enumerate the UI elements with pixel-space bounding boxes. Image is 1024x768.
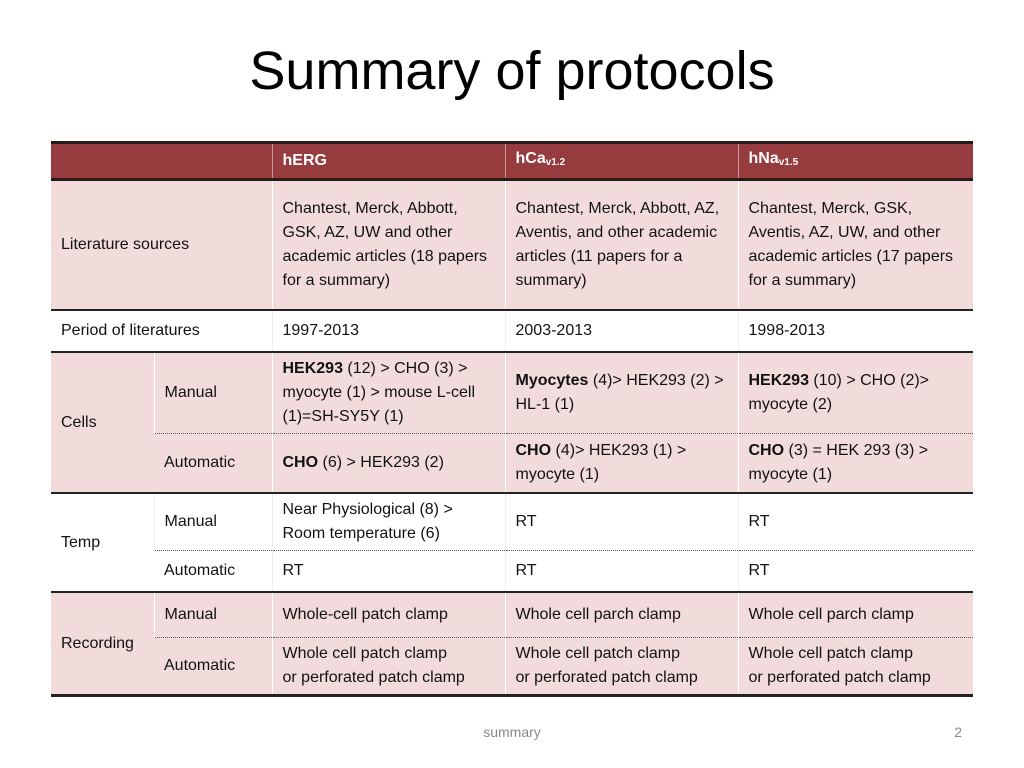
recording-automatic-hca-line2: or perforated patch clamp xyxy=(515,669,698,686)
cells-automatic-label: Automatic xyxy=(154,434,272,494)
recording-manual-hna: Whole cell parch clamp xyxy=(738,592,973,638)
recording-manual-label: Manual xyxy=(154,592,272,638)
table-row-recording-automatic xyxy=(51,638,973,696)
table-row-recording-manual xyxy=(51,592,973,638)
recording-automatic-herg-line1: Whole cell patch clamp xyxy=(282,645,448,662)
temp-automatic-herg: RT xyxy=(272,551,505,593)
header-hca xyxy=(505,143,738,180)
recording-automatic-label: Automatic xyxy=(154,638,272,696)
cells-manual-hna-bold: HEK293 xyxy=(748,372,809,389)
cells-automatic-hna xyxy=(738,434,973,494)
header-empty-cell xyxy=(51,143,272,180)
table-row-cells-automatic xyxy=(51,434,973,494)
slide-footer: summary xyxy=(483,724,541,740)
temp-manual-hca: RT xyxy=(505,493,738,551)
period-label: Period of literatures xyxy=(51,310,272,352)
cells-automatic-herg-bold: CHO xyxy=(282,454,319,471)
cells-manual-hna-rest: (10) > CHO (2)> myocyte (2) xyxy=(748,372,930,413)
cells-automatic-herg xyxy=(272,434,505,494)
cells-label: Cells xyxy=(51,352,154,493)
literature-herg: Chantest, Merck, Abbott, GSK, AZ, UW and other academic articles (18 papers for a summary) xyxy=(272,180,505,311)
cells-automatic-hna-bold: CHO xyxy=(748,442,785,459)
recording-automatic-hca xyxy=(505,638,738,696)
cells-manual-hca-rest: (4)> HEK293 (2) > HL-1 (1) xyxy=(515,372,724,413)
page-number: 2 xyxy=(954,724,962,740)
slide-title: Summary of protocols xyxy=(249,41,775,101)
cells-manual-herg-bold: HEK293 xyxy=(282,360,343,377)
table-row-temp-manual xyxy=(51,493,973,551)
cells-manual-hca-bold: Myocytes xyxy=(515,372,589,389)
recording-label: Recording xyxy=(51,592,154,696)
header-hna xyxy=(738,143,973,180)
period-herg: 1997-2013 xyxy=(272,310,505,352)
table-row-temp-automatic xyxy=(51,551,973,593)
cells-manual-herg xyxy=(272,352,505,434)
period-hna: 1998-2013 xyxy=(738,310,973,352)
header-hca-sub: v1.2 xyxy=(545,157,566,168)
recording-automatic-herg-line2: or perforated patch clamp xyxy=(282,669,465,686)
literature-hna: Chantest, Merck, GSK, Aventis, AZ, UW, and other academic articles (17 papers for a summary) xyxy=(738,180,973,311)
temp-automatic-hca: RT xyxy=(505,551,738,593)
header-hna-base: hNa xyxy=(748,150,779,167)
cells-manual-hna xyxy=(738,352,973,434)
recording-automatic-hna xyxy=(738,638,973,696)
protocols-table xyxy=(51,141,973,697)
period-hca: 2003-2013 xyxy=(505,310,738,352)
recording-automatic-hna-line2: or perforated patch clamp xyxy=(748,669,931,686)
table-row-cells-manual xyxy=(51,352,973,434)
recording-manual-hca: Whole cell parch clamp xyxy=(505,592,738,638)
header-hna-sub: v1.5 xyxy=(778,157,799,168)
table-row-period xyxy=(51,310,973,352)
cells-automatic-herg-rest: (6) > HEK293 (2) xyxy=(318,454,444,471)
recording-manual-herg: Whole-cell patch clamp xyxy=(272,592,505,638)
recording-automatic-herg xyxy=(272,638,505,696)
cells-automatic-hca-bold: CHO xyxy=(515,442,552,459)
temp-automatic-label: Automatic xyxy=(154,551,272,593)
temp-manual-hna: RT xyxy=(738,493,973,551)
header-hca-base: hCa xyxy=(515,150,546,167)
cells-manual-label: Manual xyxy=(154,352,272,434)
table-row-literature xyxy=(51,180,973,311)
temp-manual-label: Manual xyxy=(154,493,272,551)
temp-manual-herg: Near Physiological (8) > Room temperature (6) xyxy=(272,493,505,551)
cells-manual-herg-rest: (12) > CHO (3) > myocyte (1) > mouse L-cell (1)=SH-SY5Y (1) xyxy=(282,360,476,425)
temp-label: Temp xyxy=(51,493,154,592)
cells-manual-hca xyxy=(505,352,738,434)
recording-automatic-hca-line1: Whole cell patch clamp xyxy=(515,645,681,662)
cells-automatic-hca-rest: (4)> HEK293 (1) > myocyte (1) xyxy=(515,442,687,483)
literature-hca: Chantest, Merck, Abbott, AZ, Aventis, and other academic articles (11 papers for a summary) xyxy=(505,180,738,311)
cells-automatic-hca xyxy=(505,434,738,494)
temp-automatic-hna: RT xyxy=(738,551,973,593)
literature-label: Literature sources xyxy=(51,180,272,311)
table-header-row xyxy=(51,143,973,180)
header-herg: hERG xyxy=(272,143,505,180)
recording-automatic-hna-line1: Whole cell patch clamp xyxy=(748,645,914,662)
cells-automatic-hna-rest: (3) = HEK 293 (3) > myocyte (1) xyxy=(748,442,929,483)
